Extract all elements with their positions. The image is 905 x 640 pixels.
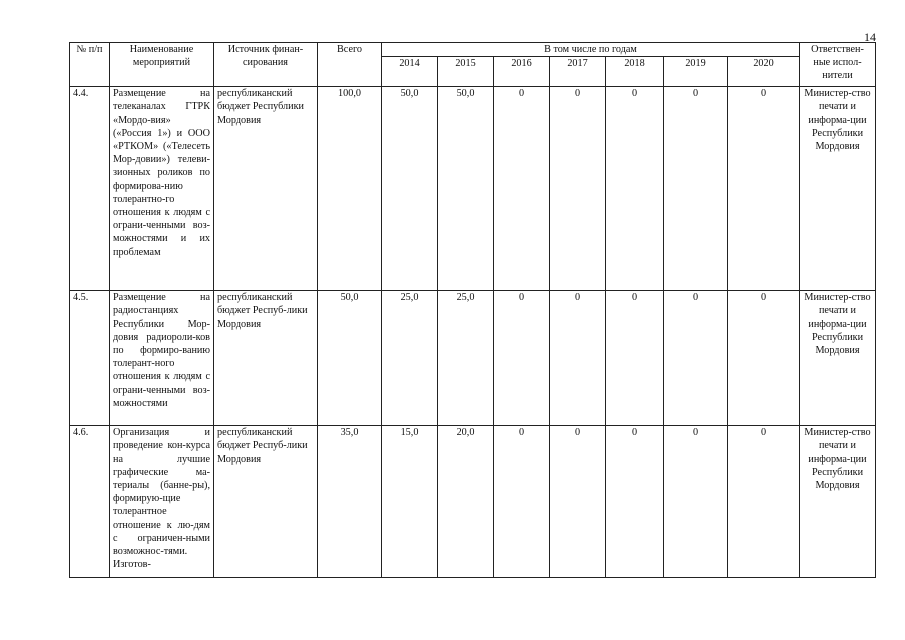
- year-value: 0: [494, 426, 550, 578]
- header-responsible: Ответствен-ные испол-нители: [800, 43, 876, 87]
- year-value: 0: [606, 87, 664, 291]
- year-value: 0: [664, 426, 728, 578]
- year-value: 0: [550, 87, 606, 291]
- year-value: 0: [550, 291, 606, 426]
- page-number: 14: [864, 30, 876, 44]
- responsible-executor: Министер-ство печати и информа-ции Республики Мордовия: [800, 87, 876, 291]
- header-year: 2014: [382, 57, 438, 87]
- program-table: [69, 42, 876, 578]
- year-value: 25,0: [438, 291, 494, 426]
- table-row: [70, 426, 876, 578]
- funding-source: республиканский бюджет Респуб-лики Мордовия: [214, 291, 318, 426]
- header-total: Всего: [318, 43, 382, 87]
- total-value: 35,0: [318, 426, 382, 578]
- header-by-years: В том числе по годам: [382, 43, 800, 57]
- total-value: 100,0: [318, 87, 382, 291]
- header-year: 2018: [606, 57, 664, 87]
- row-number: 4.4.: [70, 87, 110, 291]
- table-row: [70, 291, 876, 426]
- funding-source: республиканский бюджет Республики Мордовия: [214, 87, 318, 291]
- year-value: 0: [728, 87, 800, 291]
- year-value: 0: [606, 291, 664, 426]
- responsible-executor: Министер-ство печати и информа-ции Республики Мордовия: [800, 426, 876, 578]
- year-value: 15,0: [382, 426, 438, 578]
- year-value: 25,0: [382, 291, 438, 426]
- header-year: 2015: [438, 57, 494, 87]
- event-name: Размещение на радиостанциях Республики Мор-довия радиороли-ков по формиро-ванию толерант-ного отношения к людям с ограни-ченными воз-можностями: [110, 291, 214, 426]
- year-value: 0: [728, 291, 800, 426]
- header-year: 2020: [728, 57, 800, 87]
- year-value: 0: [494, 87, 550, 291]
- year-value: 0: [664, 291, 728, 426]
- year-value: 0: [606, 426, 664, 578]
- header-num: № п/п: [70, 43, 110, 87]
- year-value: 0: [664, 87, 728, 291]
- responsible-executor: Министер-ство печати и информа-ции Республики Мордовия: [800, 291, 876, 426]
- year-value: 0: [728, 426, 800, 578]
- funding-source: республиканский бюджет Респуб-лики Мордовия: [214, 426, 318, 578]
- total-value: 50,0: [318, 291, 382, 426]
- year-value: 0: [494, 291, 550, 426]
- header-year: 2019: [664, 57, 728, 87]
- header-year: 2017: [550, 57, 606, 87]
- year-value: 0: [550, 426, 606, 578]
- year-value: 20,0: [438, 426, 494, 578]
- header-source: Источник финан-сирования: [214, 43, 318, 87]
- table-row: [70, 87, 876, 291]
- year-value: 50,0: [382, 87, 438, 291]
- row-number: 4.5.: [70, 291, 110, 426]
- year-value: 50,0: [438, 87, 494, 291]
- row-number: 4.6.: [70, 426, 110, 578]
- event-name: Организация и проведение кон-курса на лучшие графические ма-териалы (банне-ры), формирую-щие толерантное отношение к лю-дям с ограничен-ными возможнос-тями. Изготов-: [110, 426, 214, 578]
- header-year: 2016: [494, 57, 550, 87]
- header-name: Наименование мероприятий: [110, 43, 214, 87]
- event-name: Размещение на телеканалах ГТРК «Мордо-вия» («Россия 1») и ООО «РТКОМ» («Телесеть Мор-довии») телеви-зионных роликов по формирова-нию толерантно-го отношения к людям с ограни-ченными воз-можностями и их проблемам: [110, 87, 214, 291]
